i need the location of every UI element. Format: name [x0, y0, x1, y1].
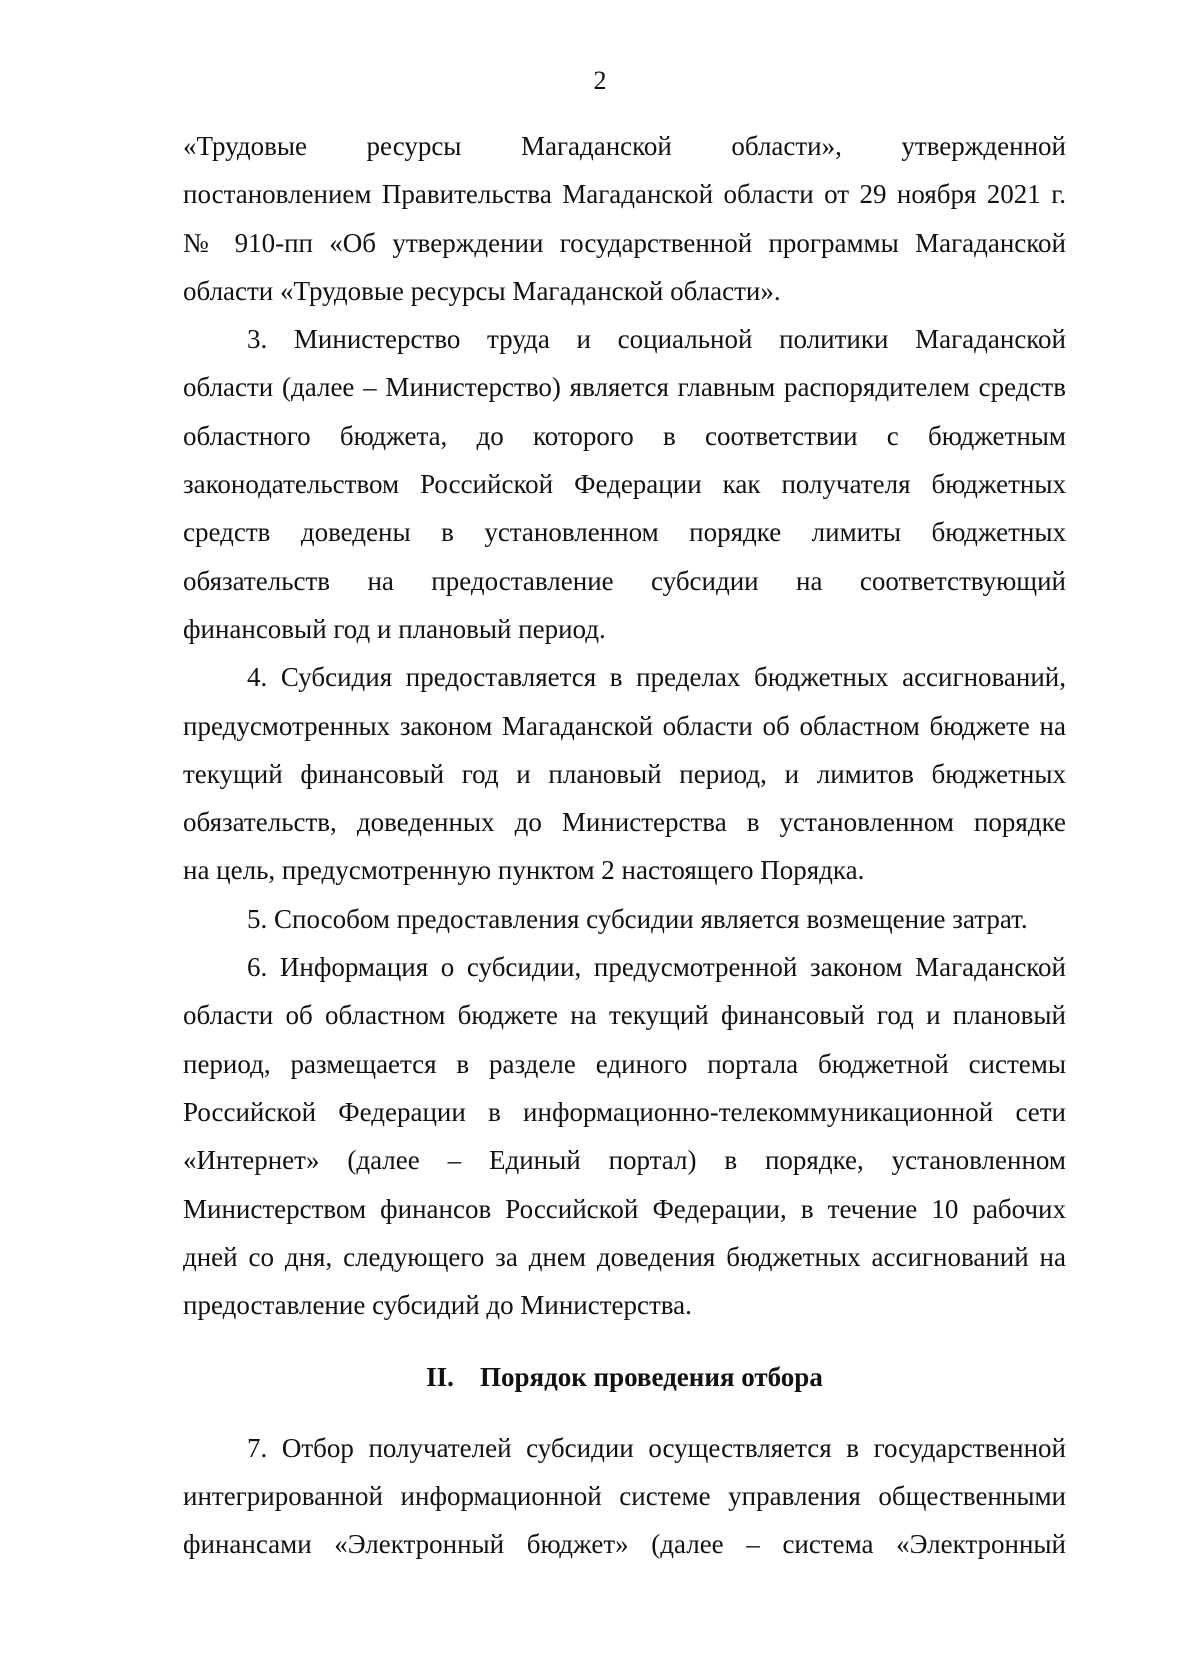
text-line: обязательств, доведенных до Министерства в установленном порядке [183, 807, 1066, 838]
text-line: 5. Способом предоставления субсидии является возмещение затрат. [247, 903, 1028, 934]
page-number: 2 [593, 66, 607, 95]
text-line: области (далее – Министерство) является главным распорядителем средств [183, 372, 1066, 403]
text-line: текущий финансовый год и плановый период, и лимитов бюджетных [183, 758, 1066, 789]
text-line: области об областном бюджете на текущий финансовый год и плановый [183, 1000, 1066, 1031]
text-line: финансовый год и плановый период. [183, 613, 606, 644]
paragraph-7 [183, 1424, 1066, 1569]
text-line: 6. Информация о субсидии, предусмотренной законом Магаданской [247, 952, 1066, 983]
paragraph-6 [183, 943, 1066, 1329]
text-line: постановлением Правительства Магаданской области от 29 ноября 2021 г. [183, 179, 1066, 210]
text-line: 7. Отбор получателей субсидии осуществляется в государственной [247, 1432, 1066, 1463]
text-line: законодательством Российской Федерации как получателя бюджетных [183, 469, 1066, 500]
text-line: 4. Субсидия предоставляется в пределах бюджетных ассигнований, [247, 662, 1066, 693]
text-line: «Интернет» (далее – Единый портал) в порядке, установленном [183, 1145, 1066, 1176]
text-line: интегрированной информационной системе управления общественными [183, 1481, 1066, 1512]
text-line: средств доведены в установленном порядке лимиты бюджетных [183, 517, 1066, 548]
section-title: Порядок проведения отбора [479, 1362, 823, 1393]
text-line: дней со дня, следующего за днем доведения бюджетных ассигнований на [183, 1241, 1066, 1272]
paragraph-3 [183, 315, 1066, 653]
paragraph-continuation [183, 122, 1066, 315]
text-line: период, размещается в разделе единого портала бюджетной системы [183, 1048, 1066, 1079]
text-line: 3. Министерство труда и социальной политики Магаданской [247, 324, 1066, 355]
text-line: Министерством финансов Российской Федерации, в течение 10 рабочих [183, 1193, 1066, 1224]
text-line: предоставление субсидий до Министерства. [183, 1290, 692, 1321]
text-line: области «Трудовые ресурсы Магаданской области». [183, 275, 781, 306]
text-line: обязательств на предоставление субсидии на соответствующий [183, 565, 1066, 596]
paragraph-4 [183, 653, 1066, 894]
paragraph-5 [183, 895, 1066, 943]
section-heading [183, 1353, 1066, 1401]
text-line: «Трудовые ресурсы Магаданской области», утвержденной [183, 131, 1066, 161]
text-line: Российской Федерации в информационно-телекоммуникационной сети [183, 1096, 1066, 1127]
section-number: II. [426, 1362, 454, 1393]
text-line: № 910-пп «Об утверждении государственной программы Магаданской [183, 227, 1066, 258]
document-body [183, 122, 1066, 1569]
text-line: предусмотренных законом Магаданской области об областном бюджете на [183, 710, 1066, 741]
text-line: на цель, предусмотренную пунктом 2 настоящего Порядка. [183, 855, 865, 886]
text-line: финансами «Электронный бюджет» (далее – система «Электронный [183, 1529, 1066, 1560]
text-line: областного бюджета, до которого в соответствии с бюджетным [183, 420, 1066, 451]
